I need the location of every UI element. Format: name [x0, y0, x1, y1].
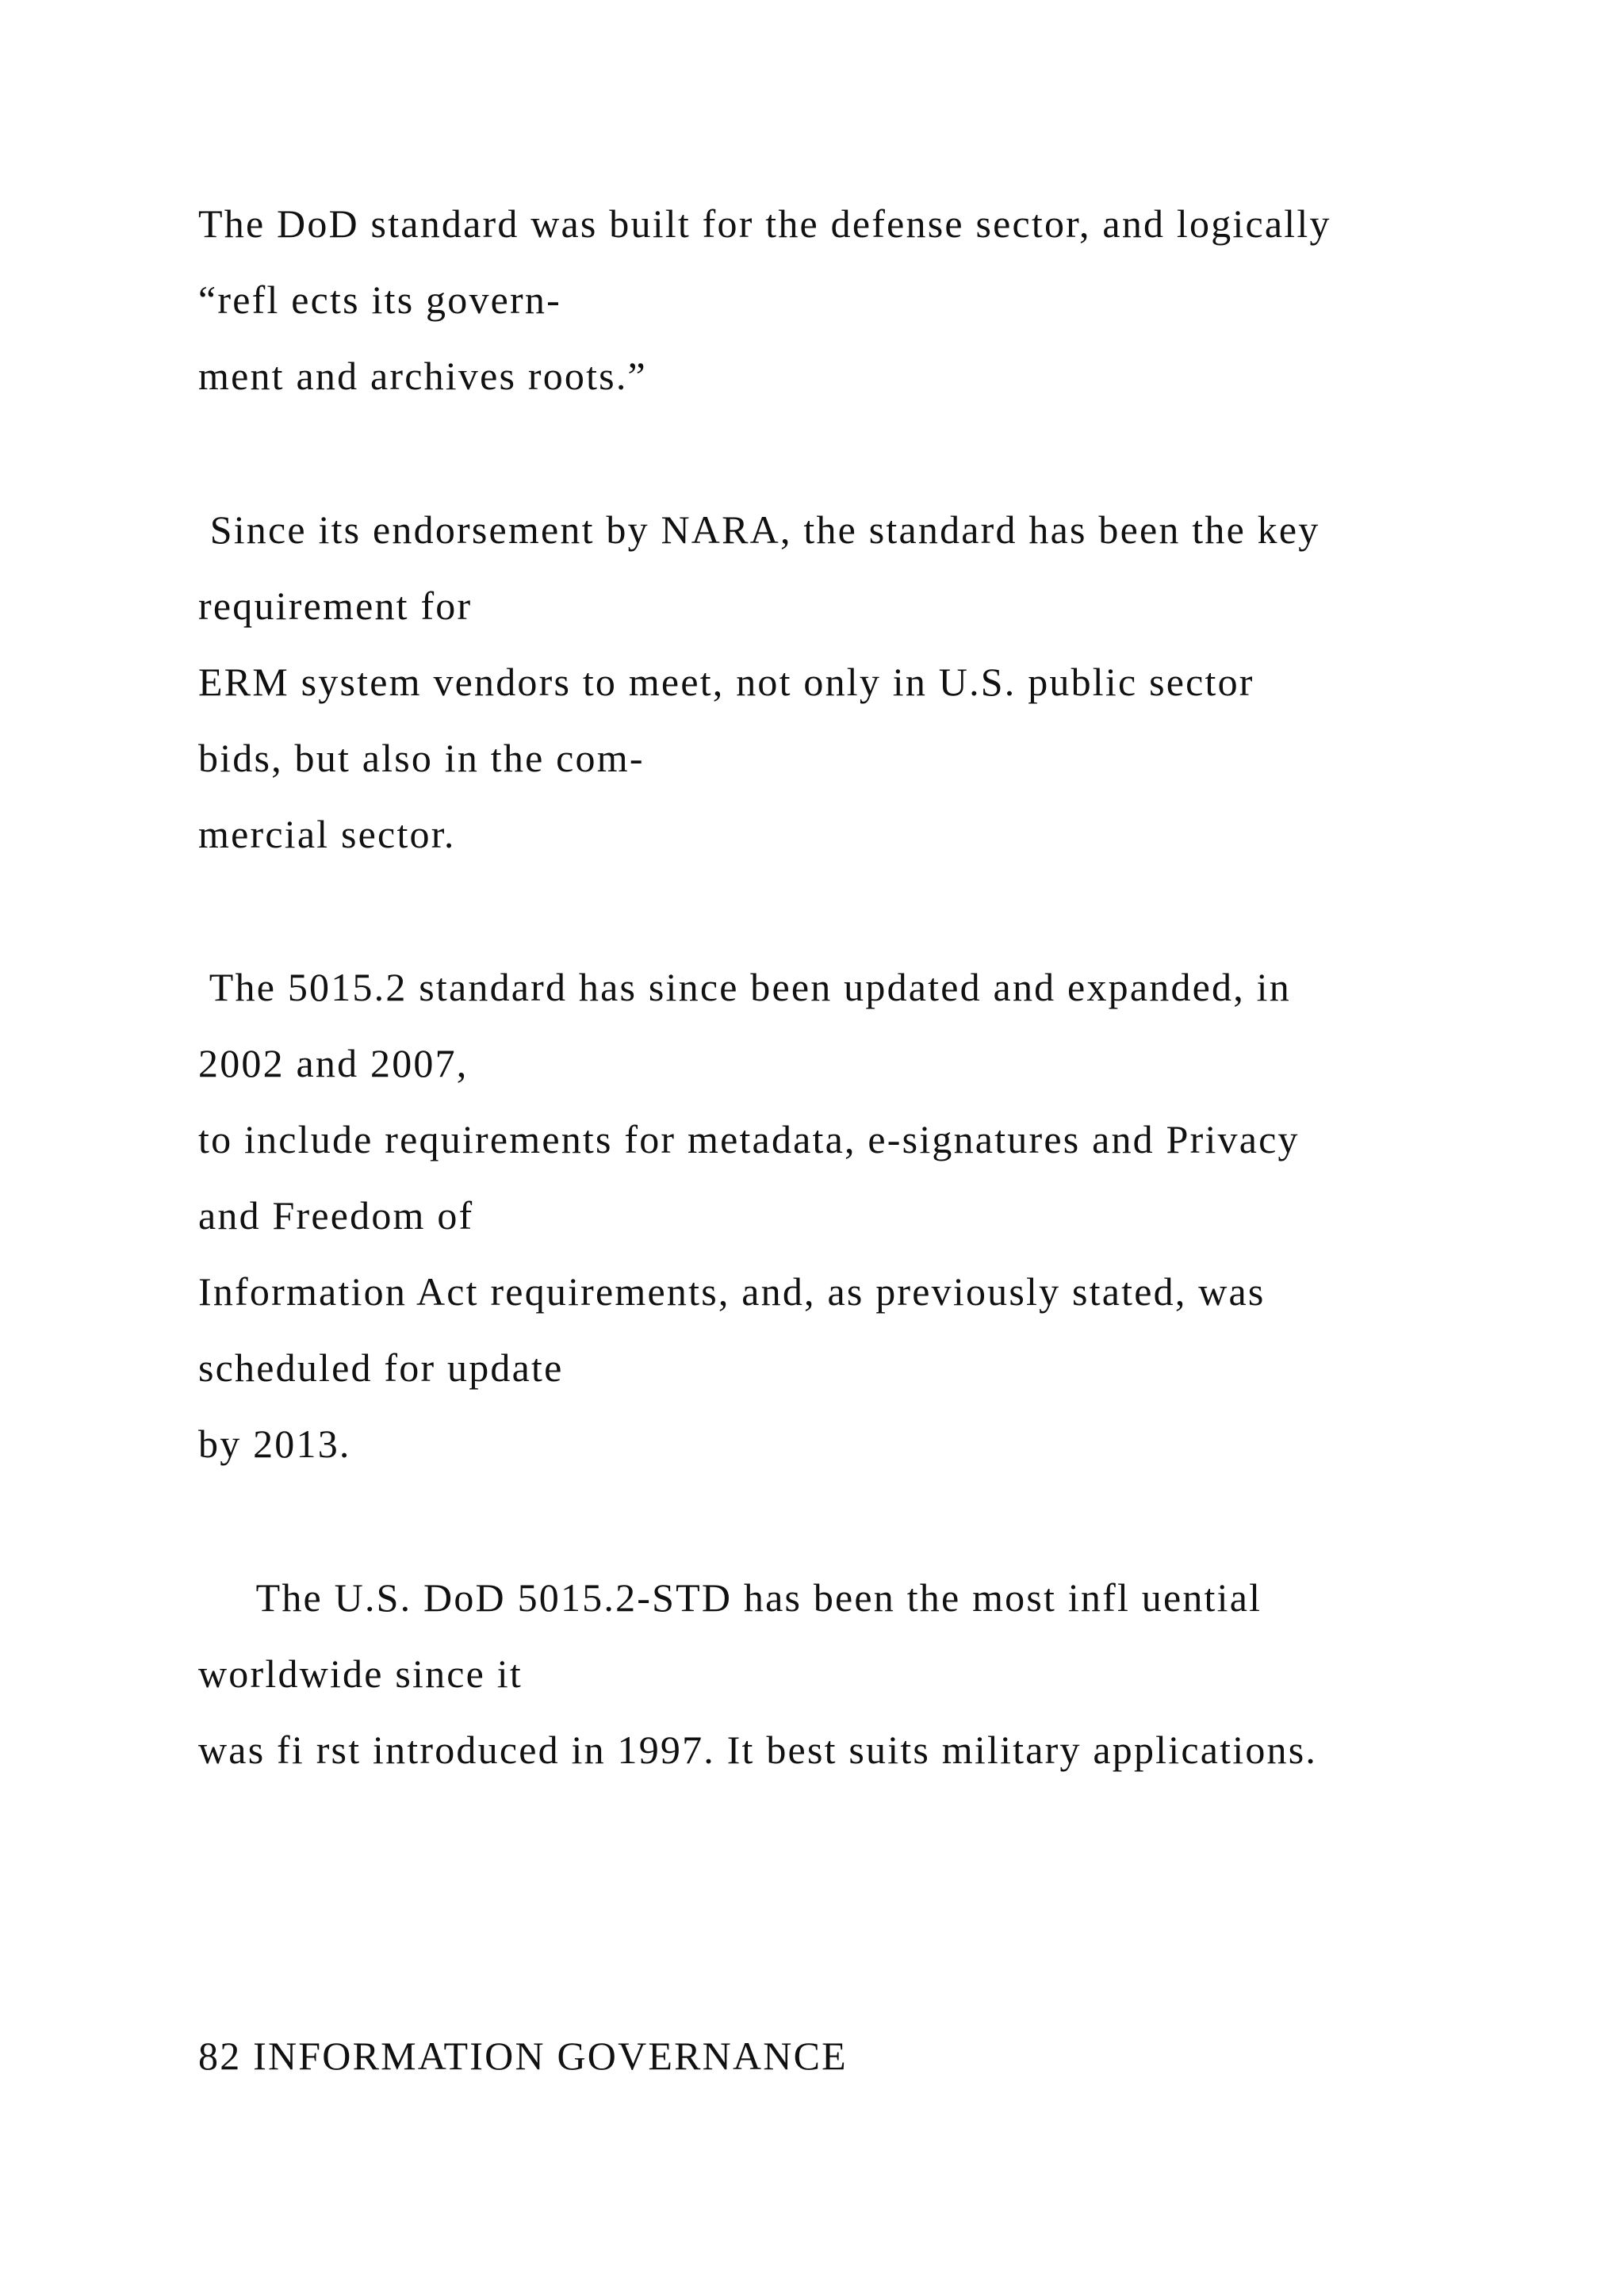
paragraph-3-line-1: The 5015.2 standard has since been updated and expanded, in	[198, 965, 1291, 1009]
page-footer: 82 INFORMATION GOVERNANCE	[198, 2034, 848, 2078]
paragraph-1-line-2: “refl ects its govern-	[198, 277, 561, 322]
paragraph-3-line-6: scheduled for update	[198, 1345, 564, 1390]
paragraph-1-line-1: The DoD standard was built for the defense sector, and logically	[198, 201, 1331, 246]
paragraph-1-line-3: ment and archives roots.”	[198, 354, 647, 398]
paragraph-3-line-4: and Freedom of	[198, 1193, 474, 1238]
paragraph-3-line-7: by 2013.	[198, 1422, 351, 1466]
paragraph-4-line-2: worldwide since it	[198, 1651, 523, 1696]
paragraph-2-line-1: Since its endorsement by NARA, the standard has been the key	[198, 507, 1320, 552]
paragraph-3-line-2: 2002 and 2007,	[198, 1041, 469, 1085]
paragraph-4-line-1: The U.S. DoD 5015.2-STD has been the most infl uential	[198, 1575, 1262, 1620]
paragraph-3-line-5: Information Act requirements, and, as previously stated, was	[198, 1269, 1266, 1314]
paragraph-2-line-3: ERM system vendors to meet, not only in U.S. public sector	[198, 660, 1254, 704]
paragraph-2-line-2: requirement for	[198, 584, 473, 628]
paragraph-4-line-3: was fi rst introduced in 1997. It best suits military applications.	[198, 1728, 1318, 1772]
paragraph-2-line-5: mercial sector.	[198, 812, 456, 856]
paragraph-3-line-3: to include requirements for metadata, e-signatures and Privacy	[198, 1117, 1300, 1161]
paragraph-2-line-4: bids, but also in the com-	[198, 736, 645, 780]
